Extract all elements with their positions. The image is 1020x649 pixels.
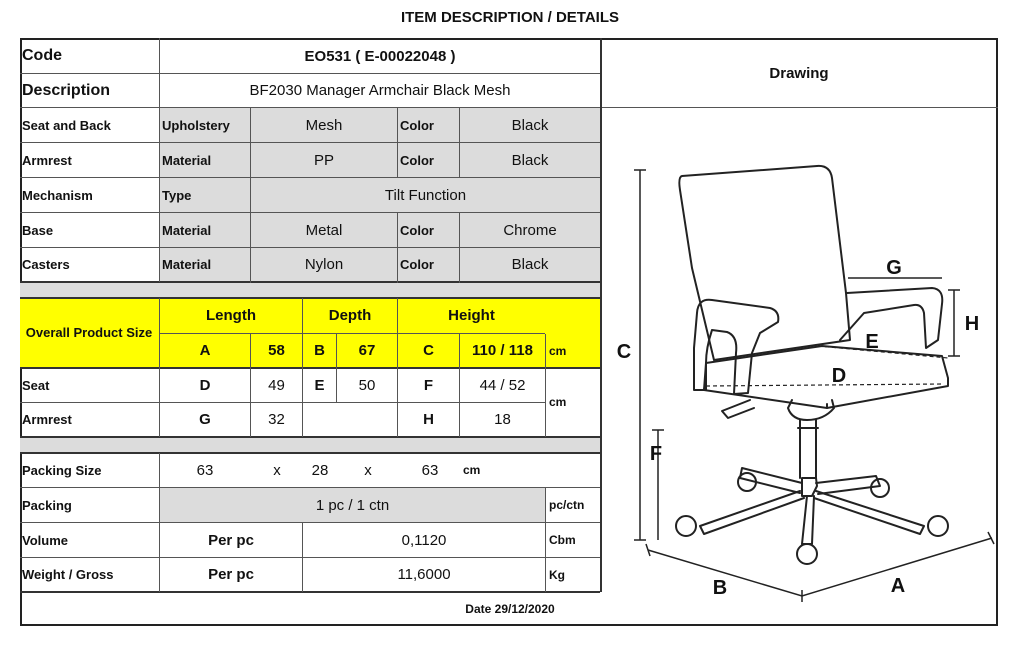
dim-d-label: D (199, 376, 211, 394)
length-header: Length (206, 307, 256, 324)
chair-caster (676, 516, 696, 536)
color-label: Color (400, 117, 434, 133)
color-value: Chrome (503, 221, 557, 239)
material-part-casters: Casters (22, 257, 70, 272)
weight-unit: Kg (549, 567, 565, 582)
document-title: ITEM DESCRIPTION / DETAILS (400, 9, 620, 26)
material-part-armrest: Armrest (22, 152, 72, 168)
packing-unit: pc/ctn (549, 498, 585, 512)
material-attr-label: Type (162, 187, 192, 203)
dim-letter-a: A (890, 575, 906, 597)
dim-letter-h: H (964, 313, 980, 335)
material-part-base: Base (22, 222, 54, 238)
material-attr-label: Material (162, 257, 212, 272)
chair-base (802, 478, 817, 496)
material-value: Nylon (304, 256, 344, 273)
dim-c-value: 110 / 118 (472, 342, 533, 359)
armrest-size-label: Armrest (22, 412, 72, 427)
color-label: Color (400, 152, 434, 168)
material-part-seat-back: Seat and Back (22, 117, 111, 133)
chair-caster (797, 544, 817, 564)
drawing-label: Drawing (769, 64, 829, 82)
volume-unit: Cbm (549, 533, 576, 547)
packing-label: Packing (22, 497, 72, 513)
dim-h-value: 18 (494, 411, 511, 428)
size-unit: cm (549, 343, 567, 358)
dim-letter-e: E (865, 331, 879, 353)
color-label: Color (400, 222, 434, 238)
material-value: Metal (305, 221, 343, 239)
dim-b-label: B (314, 342, 325, 359)
chair-right-armrest (840, 288, 942, 348)
dim-d-value: 49 (268, 376, 285, 394)
seat-armrest-unit: cm (549, 395, 567, 409)
material-part-mechanism: Mechanism (22, 187, 93, 203)
packing-size-height: 63 (421, 461, 439, 479)
dim-b-value: 67 (358, 342, 376, 359)
height-header: Height (448, 307, 495, 324)
color-value: Black (511, 116, 549, 134)
volume-label: Volume (22, 532, 68, 548)
chair-caster (871, 479, 889, 497)
dim-letter-g: G (886, 257, 902, 279)
weight-label: Weight / Gross (22, 567, 114, 582)
chair-caster (928, 516, 948, 536)
seat-label: Seat (22, 377, 50, 393)
packing-size-label: Packing Size (22, 462, 102, 478)
color-value: Black (511, 151, 549, 169)
code-label: Code (22, 47, 62, 64)
dim-g-label: G (199, 411, 211, 428)
dim-c-label: C (423, 342, 434, 359)
color-value: Black (511, 256, 549, 273)
packing-size-length: 63 (196, 461, 214, 479)
packing-value: 1 pc / 1 ctn (315, 496, 390, 514)
chair-drawing (602, 108, 996, 624)
dim-h-label: H (423, 411, 434, 428)
volume-value: 0,1120 (401, 531, 447, 549)
dim-letter-d: D (831, 365, 847, 387)
shade-spacer-1 (20, 282, 600, 298)
volume-per-label: Per pc (208, 531, 254, 549)
mechanism-value: Tilt Function (384, 186, 467, 204)
weight-value: 11,6000 (397, 566, 451, 583)
dim-f-label: F (423, 376, 434, 394)
packing-size-times: x (364, 461, 372, 479)
dim-e-value: 50 (358, 376, 376, 394)
material-attr-label: Material (162, 152, 212, 168)
weight-per-label: Per pc (208, 566, 254, 583)
depth-header: Depth (328, 307, 372, 324)
material-value: Mesh (305, 116, 343, 134)
dim-letter-f: F (649, 443, 663, 465)
dim-letter-c: C (616, 341, 632, 363)
packing-size-depth: 28 (311, 461, 329, 479)
description-value: BF2030 Manager Armchair Black Mesh (249, 82, 511, 99)
material-attr-label: Upholstery (162, 117, 230, 133)
document-date: Date 29/12/2020 (465, 602, 555, 616)
dim-e-label: E (314, 376, 325, 394)
dim-a-value: 58 (268, 342, 285, 359)
code-value: EO531 ( E-00022048 ) (304, 47, 456, 65)
material-value: PP (313, 151, 334, 169)
dim-a-label: A (199, 342, 211, 359)
dim-g-value: 32 (268, 411, 285, 428)
packing-size-unit: cm (463, 463, 481, 477)
shade-spacer-2 (20, 437, 600, 453)
packing-size-times: x (273, 461, 281, 479)
dim-f-value: 44 / 52 (479, 376, 526, 394)
description-label: Description (22, 81, 111, 99)
material-attr-label: Material (162, 222, 212, 238)
dim-letter-b: B (712, 577, 728, 599)
overall-size-label: Overall Product Size (25, 324, 153, 340)
chair-gas-lift (798, 420, 818, 478)
color-label: Color (400, 257, 434, 272)
